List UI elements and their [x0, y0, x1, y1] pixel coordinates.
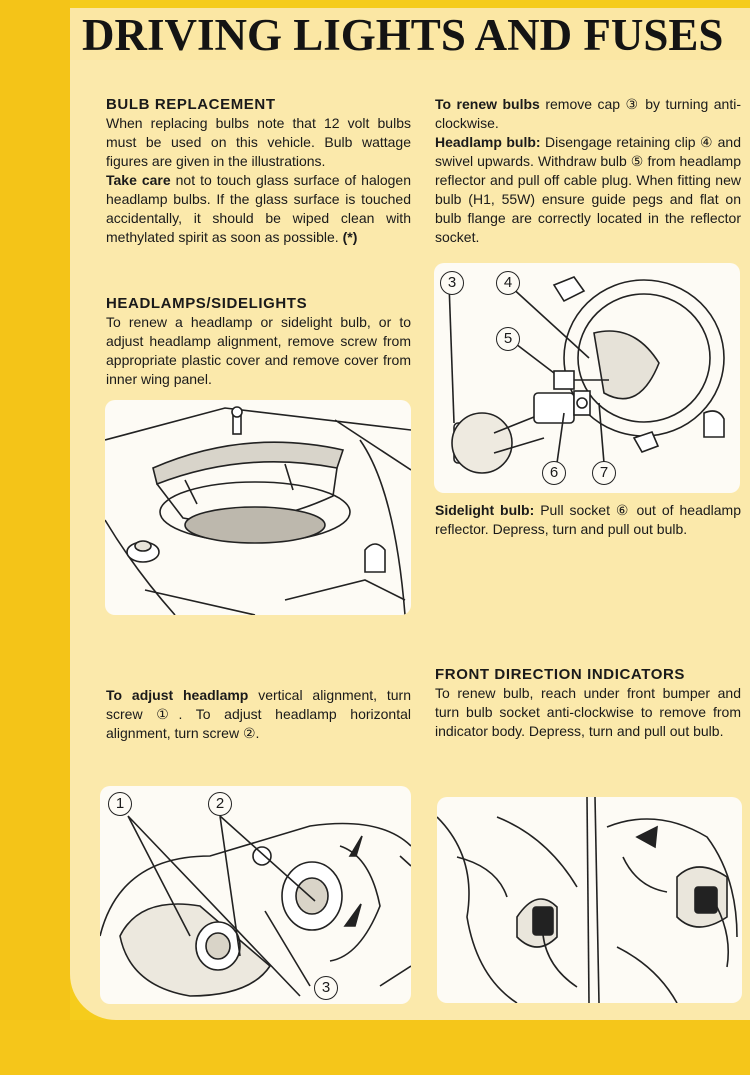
headlamp-bulb-illustration [434, 263, 740, 493]
take-care-paragraph [106, 171, 411, 247]
front-indicators-heading: FRONT DIRECTION INDICATORS [435, 666, 686, 683]
renew-bulbs-section [435, 95, 741, 247]
callout-4-label: 4 [503, 274, 513, 291]
headlamp-bulb-body: Disengage retaining clip ④ and swivel upwards. Withdraw bulb ⑤ from headlamp reflector and pull off cable plug. When fitting new bulb (H1, 55W) ensure guide pegs and flat on bulb flange are correctly located in the reflector socket. [435, 134, 741, 245]
take-care-body: not to touch glass surface of halogen headlamp bulbs. If the glass surface is touched accidentally, it should be wiped clean with methylated spirit as soon as possible. [106, 172, 411, 245]
callout-3-bottom-label: 3 [321, 979, 331, 996]
wing-panel-cover-illustration [105, 400, 411, 615]
renew-bulbs-lead: To renew bulbs [435, 96, 540, 112]
sidelight-bulb-lead: Sidelight bulb: [435, 502, 535, 518]
bulb-replacement-body: When replacing bulbs note that 12 volt bulbs must be used on this vehicle. Bulb wattage figures are given in the illustrations. [106, 115, 411, 169]
front-indicators-body: To renew bulb, reach under front bumper and turn bulb socket anti-clockwise to remove from indicator body. Depress, turn and pull out bulb. [435, 685, 741, 739]
bottom-yellow-band [0, 1020, 750, 1075]
callout-6-label: 6 [549, 464, 559, 481]
callout-6 [542, 461, 566, 485]
wing-panel-cover-drawing [105, 400, 411, 615]
callout-3-top-label: 3 [447, 274, 457, 291]
headlamp-bulb-drawing [434, 263, 740, 493]
callout-1 [108, 792, 132, 816]
adjust-headlamp-body: vertical alignment, turn screw ①. To adjust headlamp horizontal alignment, turn screw ②. [106, 687, 411, 741]
callout-3-bottom [314, 976, 338, 1000]
callout-5-label: 5 [503, 330, 513, 347]
callout-2-label: 2 [215, 795, 225, 812]
renew-bulbs-paragraph [435, 95, 741, 133]
front-indicators-section [435, 665, 741, 741]
callout-7-label: 7 [599, 464, 609, 481]
adjust-headlamp-lead: To adjust headlamp [106, 687, 249, 703]
headlamp-bulb-lead: Headlamp bulb: [435, 134, 541, 150]
bulb-replacement-section [106, 95, 411, 247]
callout-5 [496, 327, 520, 351]
callout-4 [496, 271, 520, 295]
headlamp-adjust-drawing [100, 786, 411, 1004]
callout-7 [592, 461, 616, 485]
take-care-lead: Take care [106, 172, 171, 188]
halogen-marker: (*) [342, 229, 358, 245]
front-indicator-drawing [437, 797, 742, 1003]
headlamps-sidelights-body: To renew a headlamp or sidelight bulb, or to adjust headlamp alignment, remove screw from appropriate plastic cover and remove cover from inner wing panel. [106, 314, 411, 387]
headlamp-bulb-paragraph [435, 133, 741, 247]
headlamps-sidelights-heading: HEADLAMPS/SIDELIGHTS [106, 295, 308, 312]
sidelight-bulb-body: Pull socket ⑥ out of headlamp reflector. Depress, turn and pull out bulb. [435, 502, 741, 537]
headlamp-adjust-illustration [100, 786, 411, 1004]
bulb-replacement-heading: BULB REPLACEMENT [106, 96, 276, 113]
adjust-headlamp-section [106, 686, 411, 743]
page-title: DRIVING LIGHTS AND FUSES [82, 10, 724, 60]
adjust-headlamp-paragraph [106, 686, 411, 743]
headlamps-sidelights-section [106, 294, 411, 389]
callout-3-top [440, 271, 464, 295]
sidelight-bulb-section [435, 501, 741, 539]
front-indicator-illustration [437, 797, 742, 1003]
callout-1-label: 1 [115, 795, 125, 812]
sidelight-bulb-paragraph [435, 501, 741, 539]
renew-bulbs-body: remove cap ③ by turning anti-clockwise. [435, 96, 741, 131]
callout-2 [208, 792, 232, 816]
left-yellow-bar [0, 0, 70, 1075]
